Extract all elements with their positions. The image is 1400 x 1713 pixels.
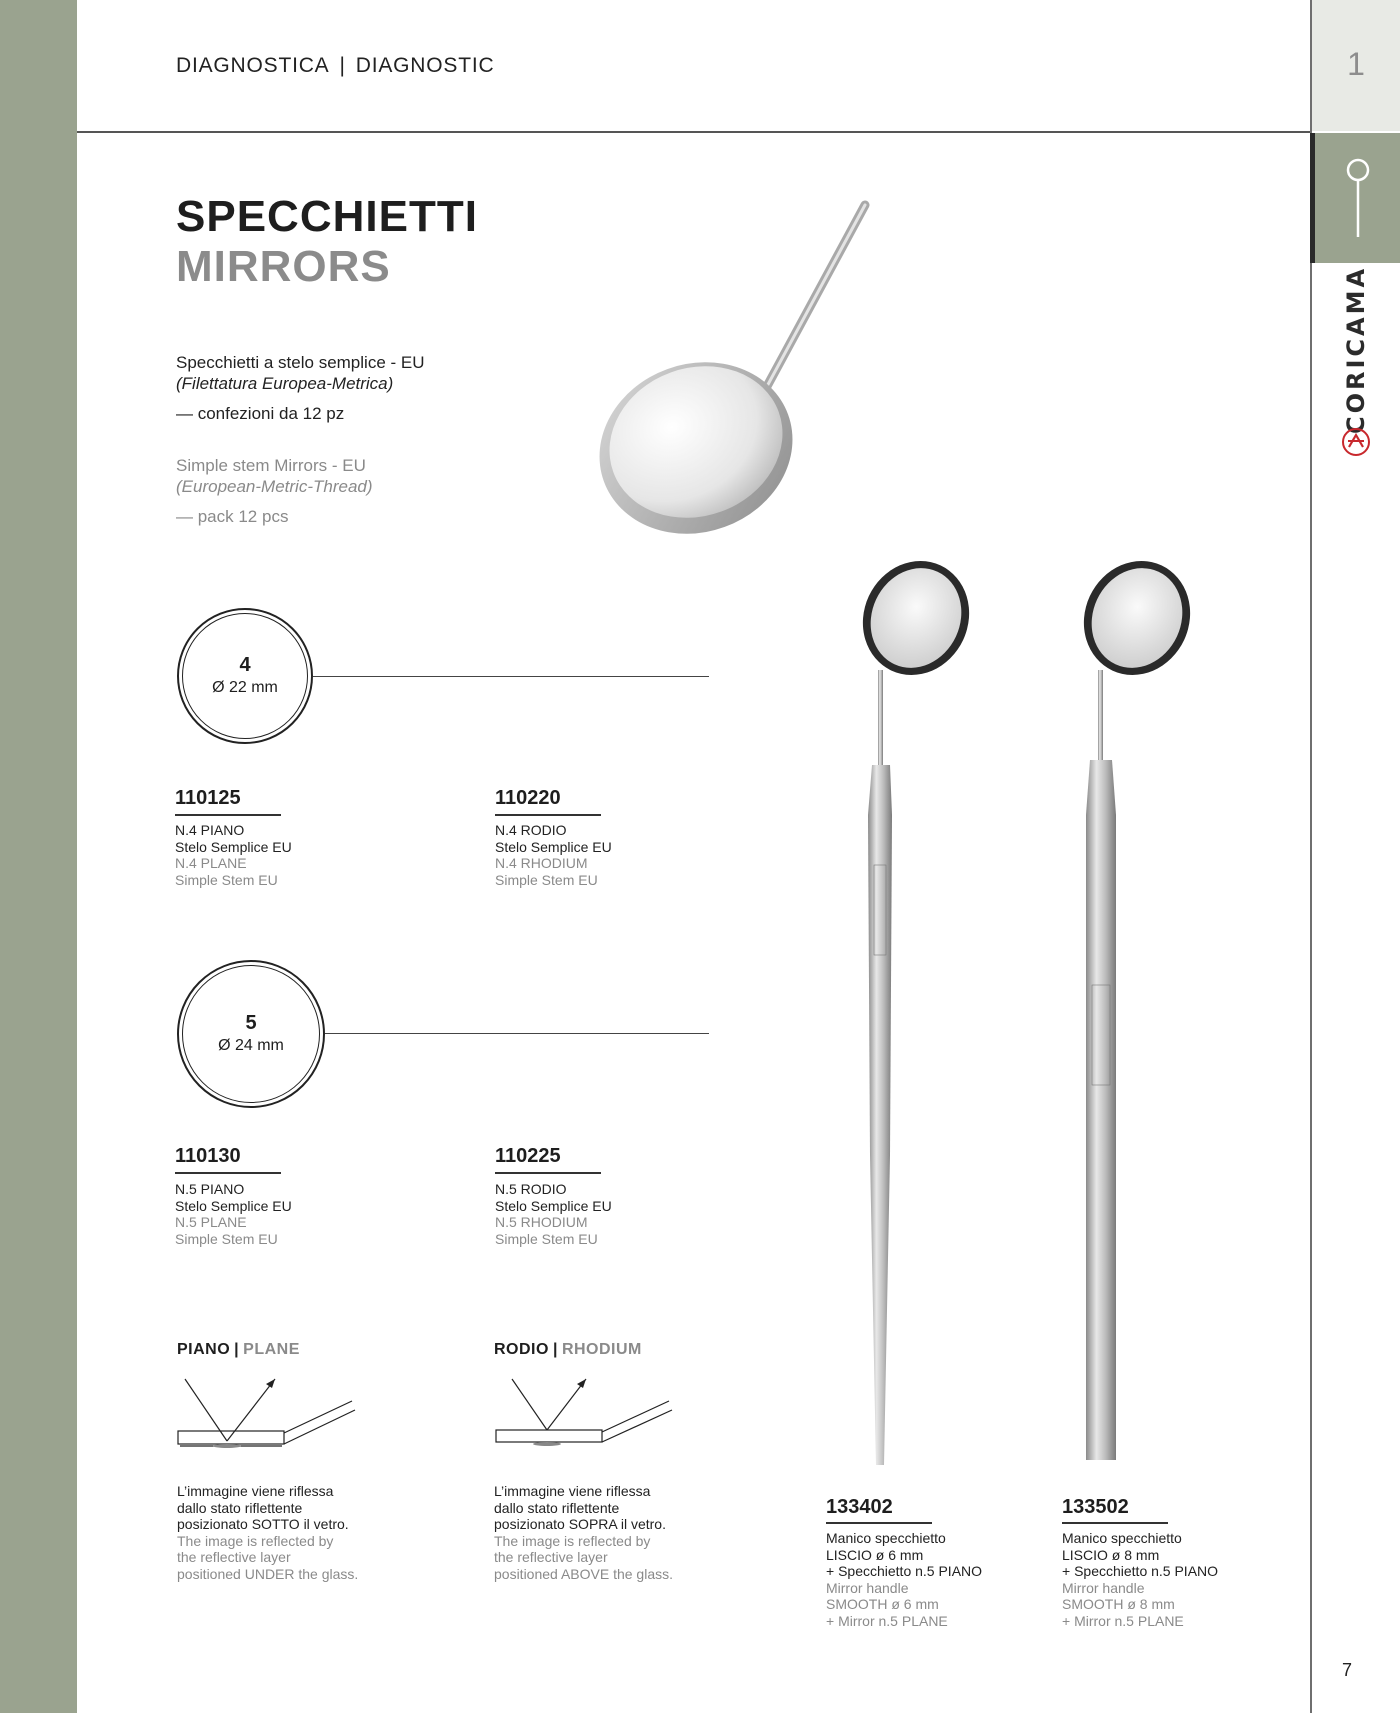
- rhodium-reflection-diagram: [492, 1375, 682, 1465]
- intro-it-line2: (Filettatura Europea-Metrica): [176, 374, 394, 393]
- intro-it-pack: — confezioni da 12 pz: [176, 404, 345, 423]
- section-header-en: DIAGNOSTIC: [355, 54, 495, 77]
- page-title-english: MIRRORS: [176, 242, 391, 291]
- type-heading-rhodium: RODIO | RHODIUM: [494, 1341, 642, 1358]
- product-description: N.5 RODIO Stelo Semplice EU N.5 RHODIUM Simple Stem EU: [495, 1181, 612, 1247]
- section-header: [176, 54, 494, 78]
- intro-it: [176, 352, 425, 394]
- mirror-handle-6mm-photo: [850, 555, 980, 1475]
- code-underline: [175, 814, 281, 816]
- chapter-number: 1: [1347, 46, 1365, 82]
- mirror-handle-8mm-photo: [1070, 555, 1210, 1475]
- handle-description: Manico specchietto LISCIO ø 6 mm + Specchietto n.5 PIANO Mirror handle SMOOTH ø 6 mm + Mirror n.5 PLANE: [826, 1530, 983, 1629]
- brand-logo-icon: [1341, 427, 1371, 457]
- type-description-rhodium: L’immagine viene riflessa dallo stato riflettente posizionato SOPRA il vetro. The image is reflected by the reflective layer positioned ABOVE the glass.: [494, 1483, 673, 1582]
- left-color-band: [0, 0, 77, 1713]
- size-badge-5: [177, 960, 325, 1108]
- type-heading-plane: PIANO | PLANE: [177, 1341, 300, 1358]
- mirror-probe-icon: [1315, 133, 1400, 263]
- size-diameter: Ø 22 mm: [212, 679, 278, 696]
- intro-en-line1: Simple stem Mirrors - EU: [176, 456, 366, 475]
- brand-wordmark: CORICAMA: [1342, 265, 1370, 435]
- code-underline: [175, 1172, 281, 1174]
- category-tab: [1310, 133, 1400, 263]
- code-underline: [1062, 1522, 1168, 1524]
- code-underline: [495, 1172, 601, 1174]
- product-code: 110125: [175, 787, 241, 809]
- page-number: 7: [1342, 1660, 1353, 1680]
- size-leader-line: [313, 676, 709, 677]
- size-number: 5: [245, 1012, 257, 1034]
- product-code: 110130: [175, 1145, 241, 1167]
- code-underline: [826, 1522, 932, 1524]
- size-badge-4: [177, 608, 313, 744]
- product-code: 110225: [495, 1145, 561, 1167]
- type-description-plane: L’immagine viene riflessa dallo stato riflettente posizionato SOTTO il vetro. The image is reflected by the reflective layer positioned UNDER the glass.: [177, 1483, 359, 1582]
- product-description: N.5 PIANO Stelo Semplice EU N.5 PLANE Simple Stem EU: [175, 1181, 292, 1247]
- product-description: N.4 RODIO Stelo Semplice EU N.4 RHODIUM Simple Stem EU: [495, 822, 612, 888]
- plane-reflection-diagram: [175, 1375, 365, 1465]
- size-number: 4: [239, 654, 251, 676]
- intro-en-line2: (European-Metric-Thread): [176, 477, 373, 496]
- section-header-it: DIAGNOSTICA: [176, 54, 330, 77]
- product-code: 133402: [826, 1496, 893, 1518]
- intro-it-line1: Specchietti a stelo semplice - EU: [176, 353, 425, 372]
- size-diameter: Ø 24 mm: [218, 1037, 284, 1054]
- product-code: 133502: [1062, 1496, 1129, 1518]
- header-divider: [77, 131, 1311, 133]
- size-leader-line: [325, 1033, 709, 1034]
- intro-en: [176, 455, 373, 497]
- intro-en-pack: — pack 12 pcs: [176, 507, 289, 526]
- product-description: N.4 PIANO Stelo Semplice EU N.4 PLANE Simple Stem EU: [175, 822, 292, 888]
- section-header-separator: |: [339, 54, 346, 77]
- code-underline: [495, 814, 601, 816]
- handle-description: Manico specchietto LISCIO ø 8 mm + Specchietto n.5 PIANO Mirror handle SMOOTH ø 8 mm + Mirror n.5 PLANE: [1062, 1530, 1219, 1629]
- mirror-product-photo: [590, 190, 910, 550]
- product-code: 110220: [495, 787, 561, 809]
- page-title: SPECCHIETTI: [176, 192, 478, 241]
